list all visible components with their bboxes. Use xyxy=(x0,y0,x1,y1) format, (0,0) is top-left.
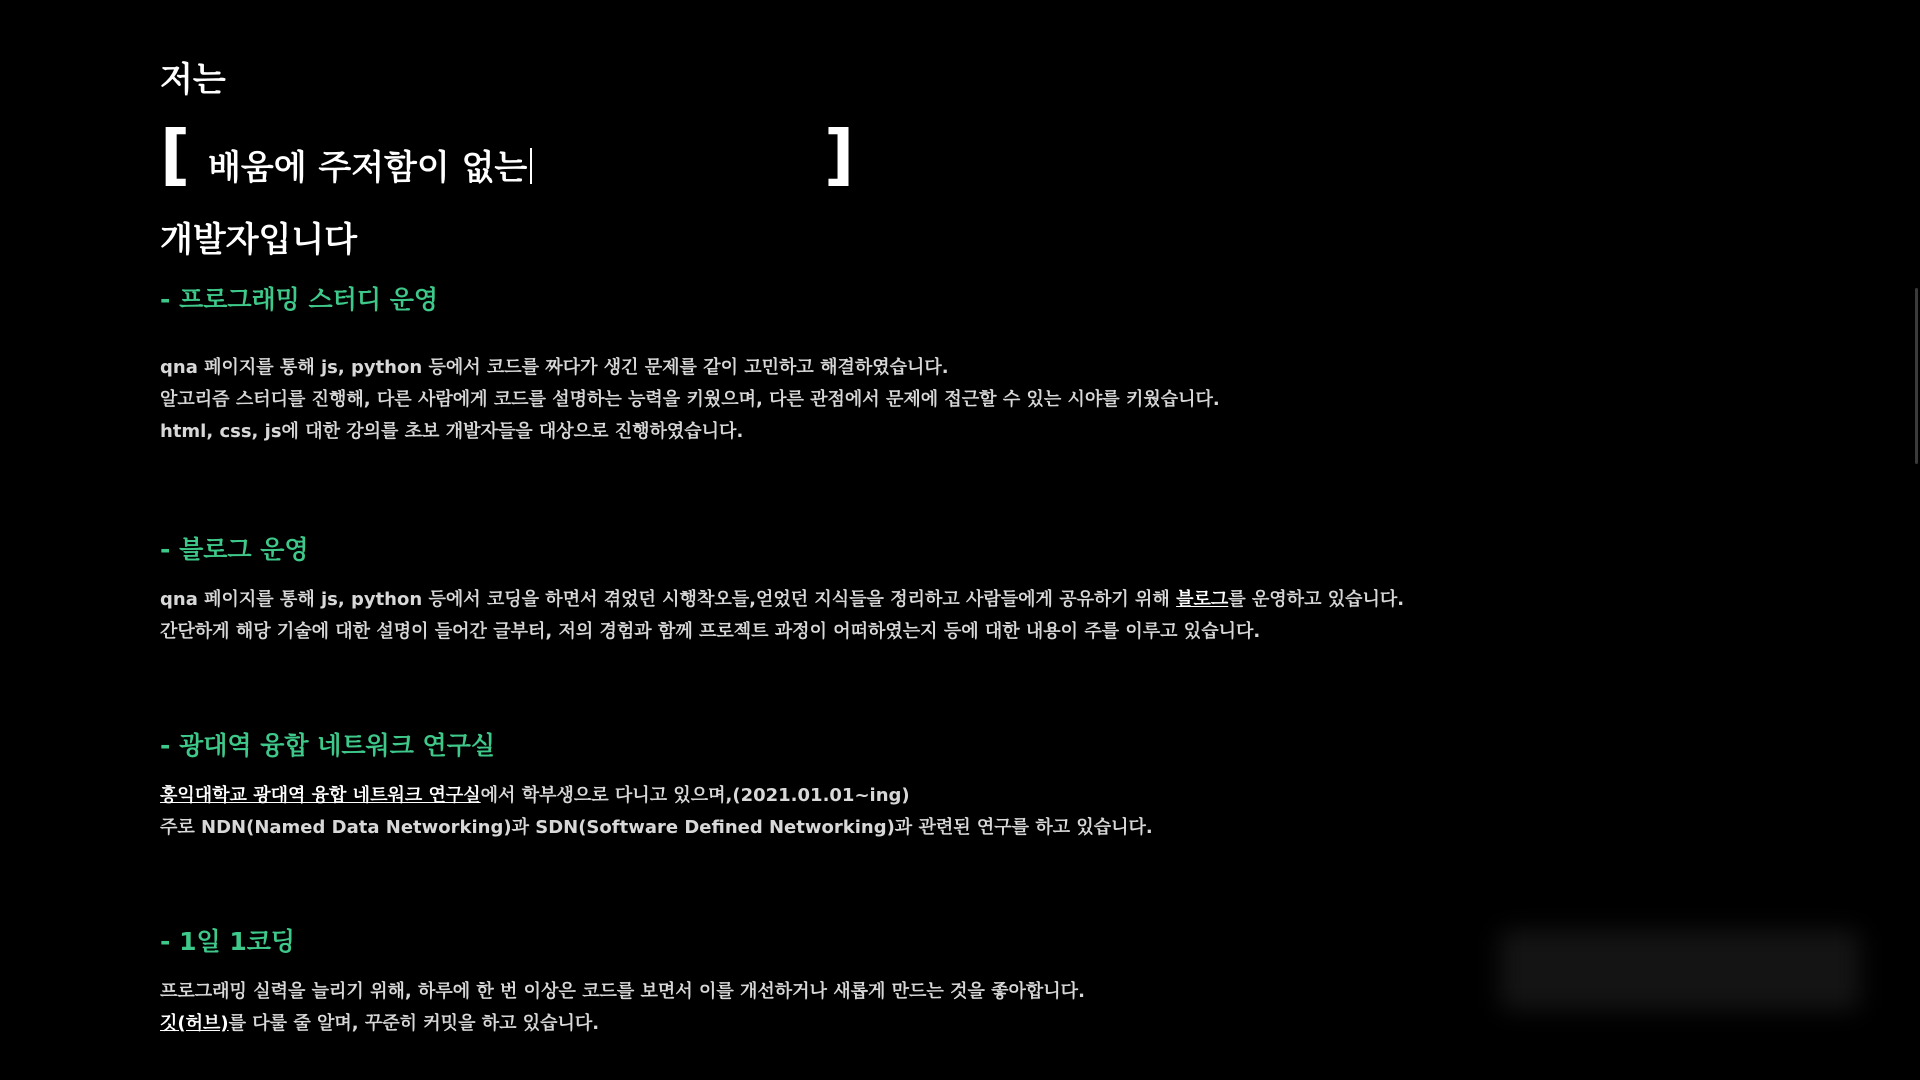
section-title-study: - 프로그래밍 스터디 운영 xyxy=(160,285,438,314)
lab-link[interactable]: 홍익대학교 광대역 융합 네트워크 연구실 xyxy=(160,785,481,806)
typing-banner xyxy=(160,116,855,196)
section-title-blog: - 블로그 운영 xyxy=(160,535,309,564)
typing-text xyxy=(208,140,532,189)
section-title-daily-coding: - 1일 1코딩 xyxy=(160,927,296,956)
blog-line-1 xyxy=(160,584,1560,616)
section-title-clip xyxy=(160,285,760,330)
study-line-3: html, css, js에 대한 강의를 초보 개발자들을 대상으로 진행하였습니다. xyxy=(160,421,744,442)
section-daily-coding xyxy=(160,922,1560,1040)
study-line-1: qna 페이지를 통해 js, python 등에서 코드를 짜다가 생긴 문제를 같이 고민하고 해결하였습니다. xyxy=(160,357,949,378)
left-bracket: [ xyxy=(160,116,191,193)
intro-top-text: 저는 xyxy=(160,60,226,100)
blog-link[interactable]: 블로그 xyxy=(1176,589,1229,610)
scrollbar[interactable] xyxy=(1915,288,1918,464)
daily-line-2-end: 를 다룰 줄 알며, 꾸준히 커밋을 하고 있습니다. xyxy=(228,1013,600,1034)
blog-line-1-end: 를 운영하고 있습니다. xyxy=(1228,589,1405,610)
section-study xyxy=(160,352,1560,448)
blog-line-2: 간단하게 해당 기술에 대한 설명이 들어간 글부터, 저의 경험과 함께 프로젝트 과정이 어떠하였는지 등에 대한 내용이 주를 이루고 있습니다. xyxy=(160,621,1261,642)
right-bracket: ] xyxy=(824,116,855,193)
section-title-lab: - 광대역 융합 네트워크 연구실 xyxy=(160,731,495,760)
text-caret xyxy=(530,148,532,184)
section-lab xyxy=(160,726,1560,844)
blurred-overlay xyxy=(1500,930,1860,1010)
typing-phrase: 배움에 주저함이 없는 xyxy=(208,148,528,188)
daily-line-2 xyxy=(160,1008,1560,1040)
lab-line-1-end: 에서 학부생으로 다니고 있으며,(2021.01.01~ing) xyxy=(480,785,910,806)
section-blog xyxy=(160,530,1560,648)
blog-line-1-start: qna 페이지를 통해 js, python 등에서 코딩을 하면서 겪었던 시행착오들,얻었던 지식들을 정리하고 사람들에게 공유하기 위해 xyxy=(160,589,1177,610)
intro-bottom-text: 개발자입니다 xyxy=(160,220,358,260)
github-link[interactable]: 깃(허브) xyxy=(160,1013,229,1034)
lab-line-2: 주로 NDN(Named Data Networking)과 SDN(Software Defined Networking)과 관련된 연구를 하고 있습니다. xyxy=(160,817,1153,838)
lab-line-1 xyxy=(160,780,1560,812)
study-line-2: 알고리즘 스터디를 진행해, 다른 사람에게 코드를 설명하는 능력을 키웠으며, 다른 관점에서 문제에 접근할 수 있는 시야를 키웠습니다. xyxy=(160,389,1220,410)
daily-line-1: 프로그래밍 실력을 늘리기 위해, 하루에 한 번 이상은 코드를 보면서 이를 개선하거나 새롭게 만드는 것을 좋아합니다. xyxy=(160,981,1085,1002)
